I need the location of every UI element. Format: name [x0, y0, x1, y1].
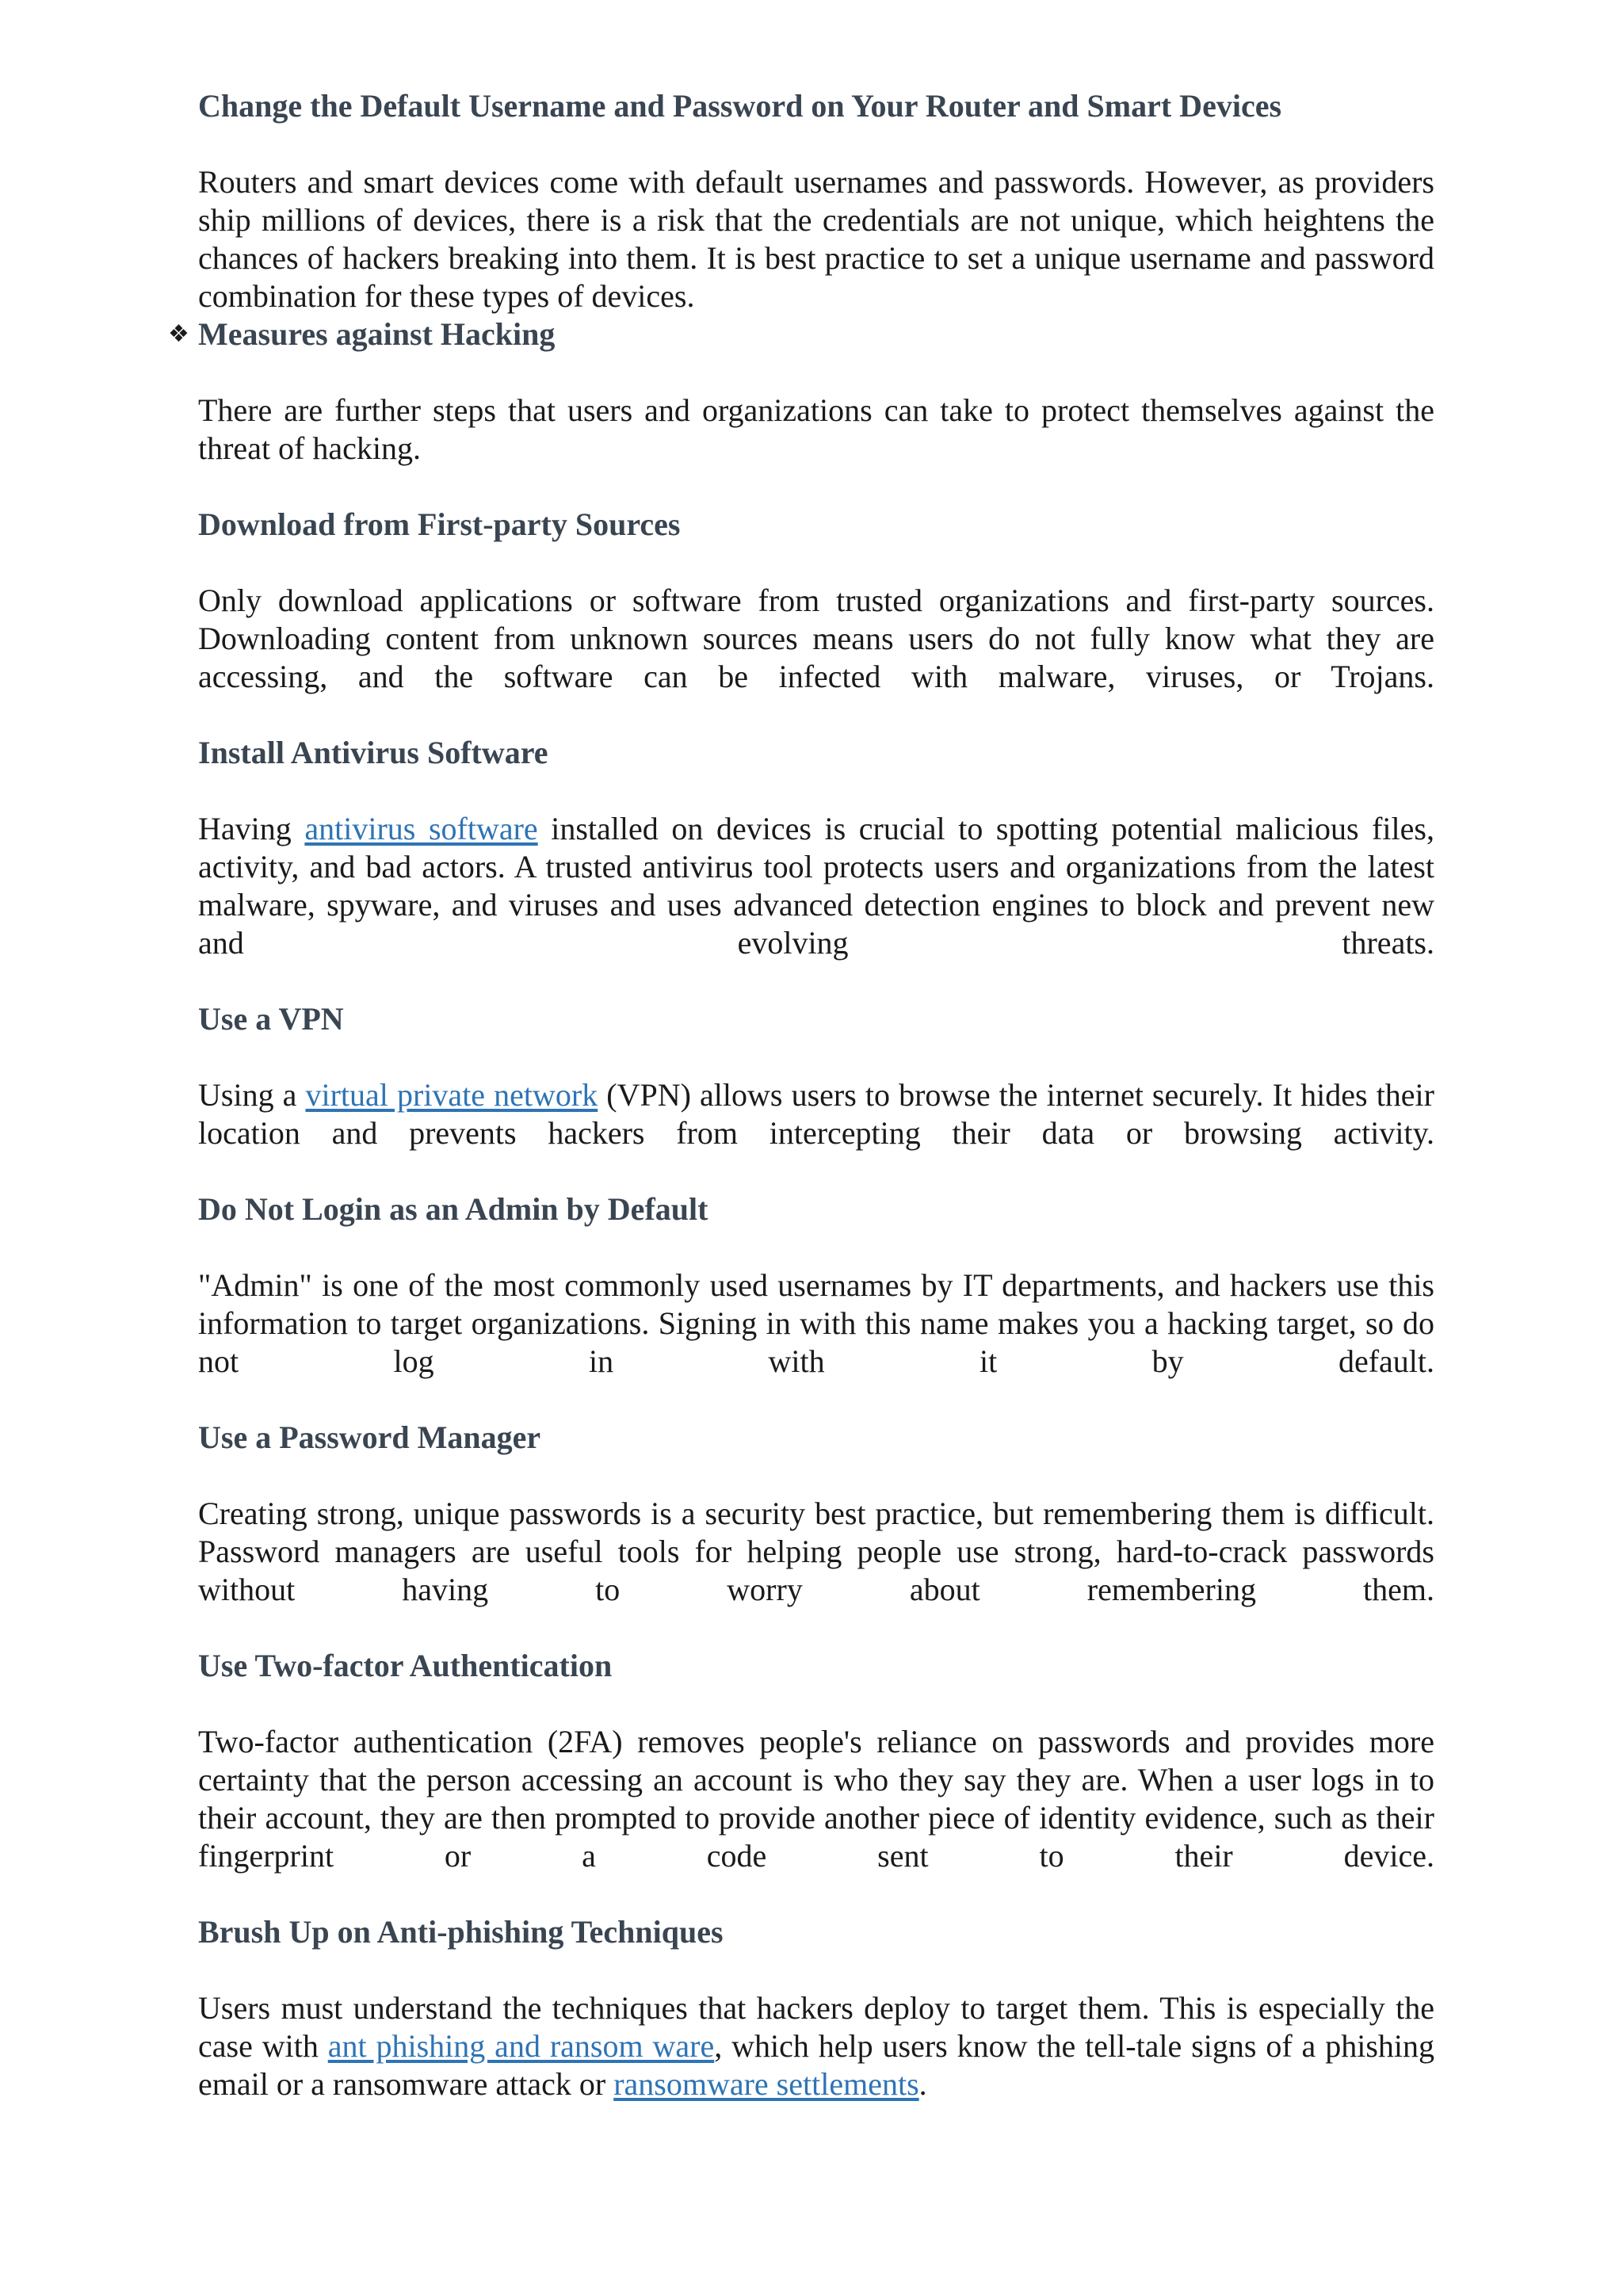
ransomware-settlements-link[interactable]: ransomware settlements	[613, 2066, 919, 2102]
heading-admin: Do Not Login as an Admin by Default	[198, 1191, 708, 1227]
document-page	[168, 79, 1434, 2103]
anti-phishing-text-post: .	[918, 2066, 927, 2102]
heading-anti-phishing: Brush Up on Anti-phishing Techniques	[198, 1914, 724, 1950]
heading-antivirus: Install Antivirus Software	[198, 735, 548, 770]
heading-password-manager: Use a Password Manager	[198, 1419, 541, 1455]
heading-download: Download from First-party Sources	[198, 506, 681, 542]
virtual-private-network-link[interactable]: virtual private network	[305, 1077, 598, 1113]
anti-phishing-text-pre: Users must understand the techniques that hackers deploy to target them. This is especially the case with	[198, 1990, 1434, 2064]
paragraph-password-manager: Creating strong, unique passwords is a security best practice, but remembering them is difficult. Password managers are useful tools for helping people use strong, hard-to-crack passwords without having to worry about remembering them.	[198, 1496, 1434, 1607]
paragraph-change-default: Routers and smart devices come with default usernames and passwords. However, as providers ship millions of devices, there is a risk that the credentials are not unique, which heightens the chances of hackers breaking into them. It is best practice to set a unique username and password combination for these types of devices.	[198, 164, 1434, 314]
vpn-text-post: (VPN) allows users to browse the internet securely. It hides their location and prevents hackers from intercepting their data or browsing activity.	[198, 1077, 1434, 1151]
paragraph-two-factor: Two-factor authentication (2FA) removes people's reliance on passwords and provides more certainty that the person accessing an account is who they say they are. When a user logs in to their account, they are then prompted to provide another piece of identity evidence, such as their fingerprint or a code sent to their device.	[198, 1724, 1434, 1874]
heading-change-default: Change the Default Username and Password on Your Router and Smart Devices	[198, 88, 1282, 124]
heading-two-factor: Use Two-factor Authentication	[198, 1648, 613, 1683]
antivirus-text-pre: Having	[198, 811, 305, 846]
anti-phishing-text-mid: , which help users know the tell-tale signs of a phishing email or a ransomware attack or	[198, 2028, 1434, 2102]
paragraph-anti-phishing	[198, 1989, 1434, 2103]
vpn-text-pre: Using a	[198, 1077, 306, 1113]
paragraph-download: Only download applications or software from trusted organizations and first-party sources. Downloading content from unknown sources means users do not fully know what they are accessing, and the software can be infected with malware, viruses, or Trojans.	[198, 583, 1434, 694]
antivirus-text-post: installed on devices is crucial to spotting potential malicious files, activity, and bad actors. A trusted antivirus tool protects users and organizations from the latest malware, spyware, and viruses and uses advanced detection engines to block and prevent new and evolving threats.	[198, 811, 1434, 961]
diamond-bullet-icon: ❖	[168, 320, 189, 348]
paragraph-antivirus	[198, 810, 1434, 962]
heading-measures-label: Measures against Hacking	[198, 316, 556, 352]
paragraph-admin: "Admin" is one of the most commonly used usernames by IT departments, and hackers use this information to target organizations. Signing in with this name makes you a hacking target, so do not log in with it by default.	[198, 1267, 1434, 1379]
antivirus-software-link[interactable]: antivirus software	[304, 811, 538, 846]
ant-phishing-ransom-ware-link[interactable]: ant phishing and ransom ware	[327, 2028, 715, 2064]
paragraph-vpn	[198, 1076, 1434, 1152]
paragraph-measures: There are further steps that users and organizations can take to protect themselves against the threat of hacking.	[198, 392, 1434, 466]
heading-measures	[168, 315, 1434, 353]
heading-vpn: Use a VPN	[198, 1001, 344, 1037]
